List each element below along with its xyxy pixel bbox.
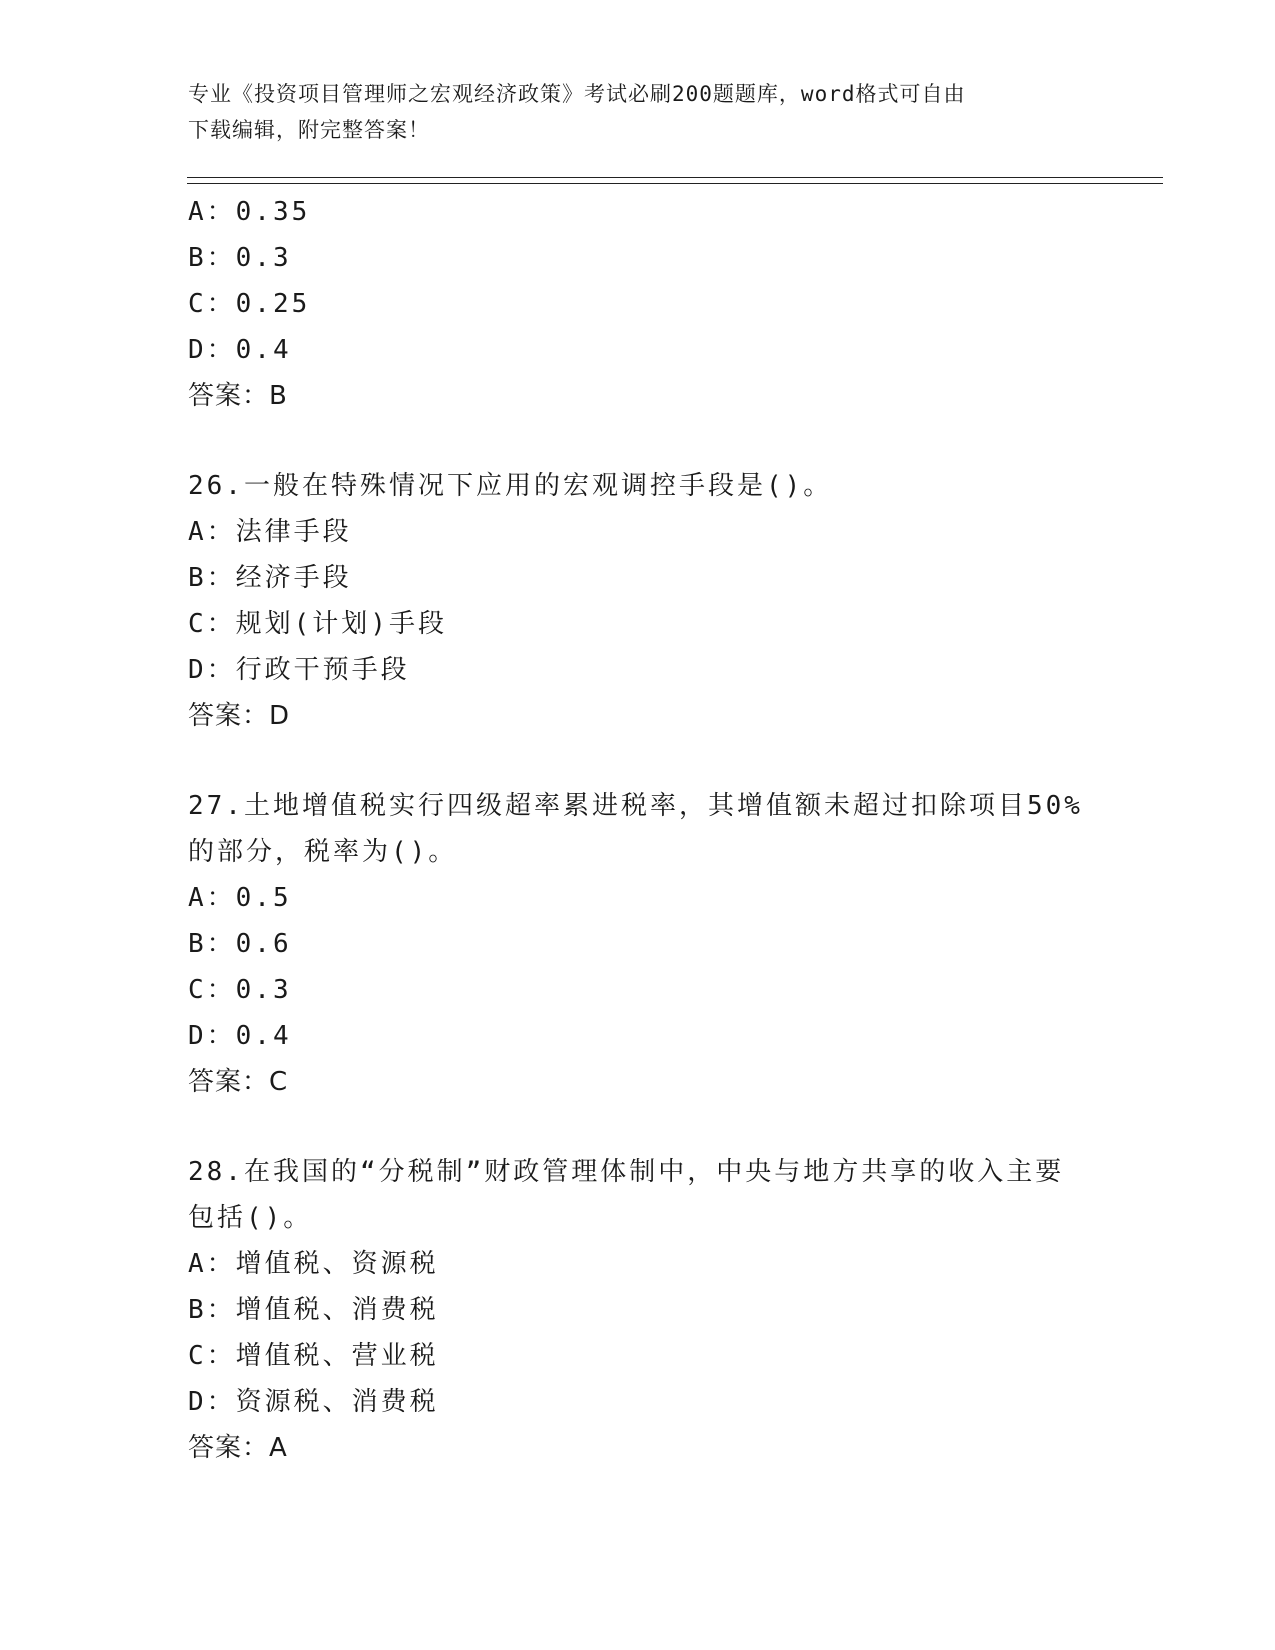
question-block-25	[188, 189, 1088, 419]
option-a: A：法律手段	[188, 517, 352, 547]
question-text-line-1: 28.在我国的“分税制”财政管理体制中，中央与地方共享的收入主要	[188, 1157, 1065, 1187]
option-b: B：0.6	[188, 929, 292, 959]
option-b: B：经济手段	[188, 563, 352, 593]
question-list	[188, 189, 1088, 1471]
option-b: B：增值税、消费税	[188, 1295, 439, 1325]
header-divider-bottom	[187, 183, 1163, 184]
answer-label: 答案：C	[188, 1067, 289, 1097]
question-text-line-2: 的部分，税率为()。	[188, 837, 458, 867]
question-text-line-1: 27.土地增值税实行四级超率累进税率，其增值额未超过扣除项目50%	[188, 791, 1083, 821]
option-d: D：0.4	[188, 1021, 292, 1051]
question-text-line-2: 包括()。	[188, 1203, 313, 1233]
document-header	[188, 76, 1068, 148]
option-d: D：0.4	[188, 335, 292, 365]
option-b: B：0.3	[188, 243, 292, 273]
option-c: C：规划(计划)手段	[188, 609, 447, 639]
option-c: C：增值税、营业税	[188, 1341, 439, 1371]
option-d: D：行政干预手段	[188, 655, 410, 685]
question-block-28	[188, 1149, 1088, 1471]
question-block-26	[188, 463, 1088, 739]
answer-label: 答案：A	[188, 1433, 288, 1463]
option-c: C：0.25	[188, 289, 311, 319]
option-d: D：资源税、消费税	[188, 1387, 439, 1417]
answer-label: 答案：B	[188, 381, 288, 411]
question-text: 26.一般在特殊情况下应用的宏观调控手段是()。	[188, 471, 833, 501]
option-c: C：0.3	[188, 975, 292, 1005]
header-title-line-1: 专业《投资项目管理师之宏观经济政策》考试必刷200题题库，word格式可自由	[188, 82, 966, 106]
header-title-line-2: 下载编辑，附完整答案！	[188, 118, 430, 142]
question-block-27	[188, 783, 1088, 1105]
option-a: A：增值税、资源税	[188, 1249, 439, 1279]
header-divider-top	[187, 177, 1163, 178]
option-a: A：0.5	[188, 883, 292, 913]
answer-label: 答案：D	[188, 701, 291, 731]
option-a: A：0.35	[188, 197, 311, 227]
